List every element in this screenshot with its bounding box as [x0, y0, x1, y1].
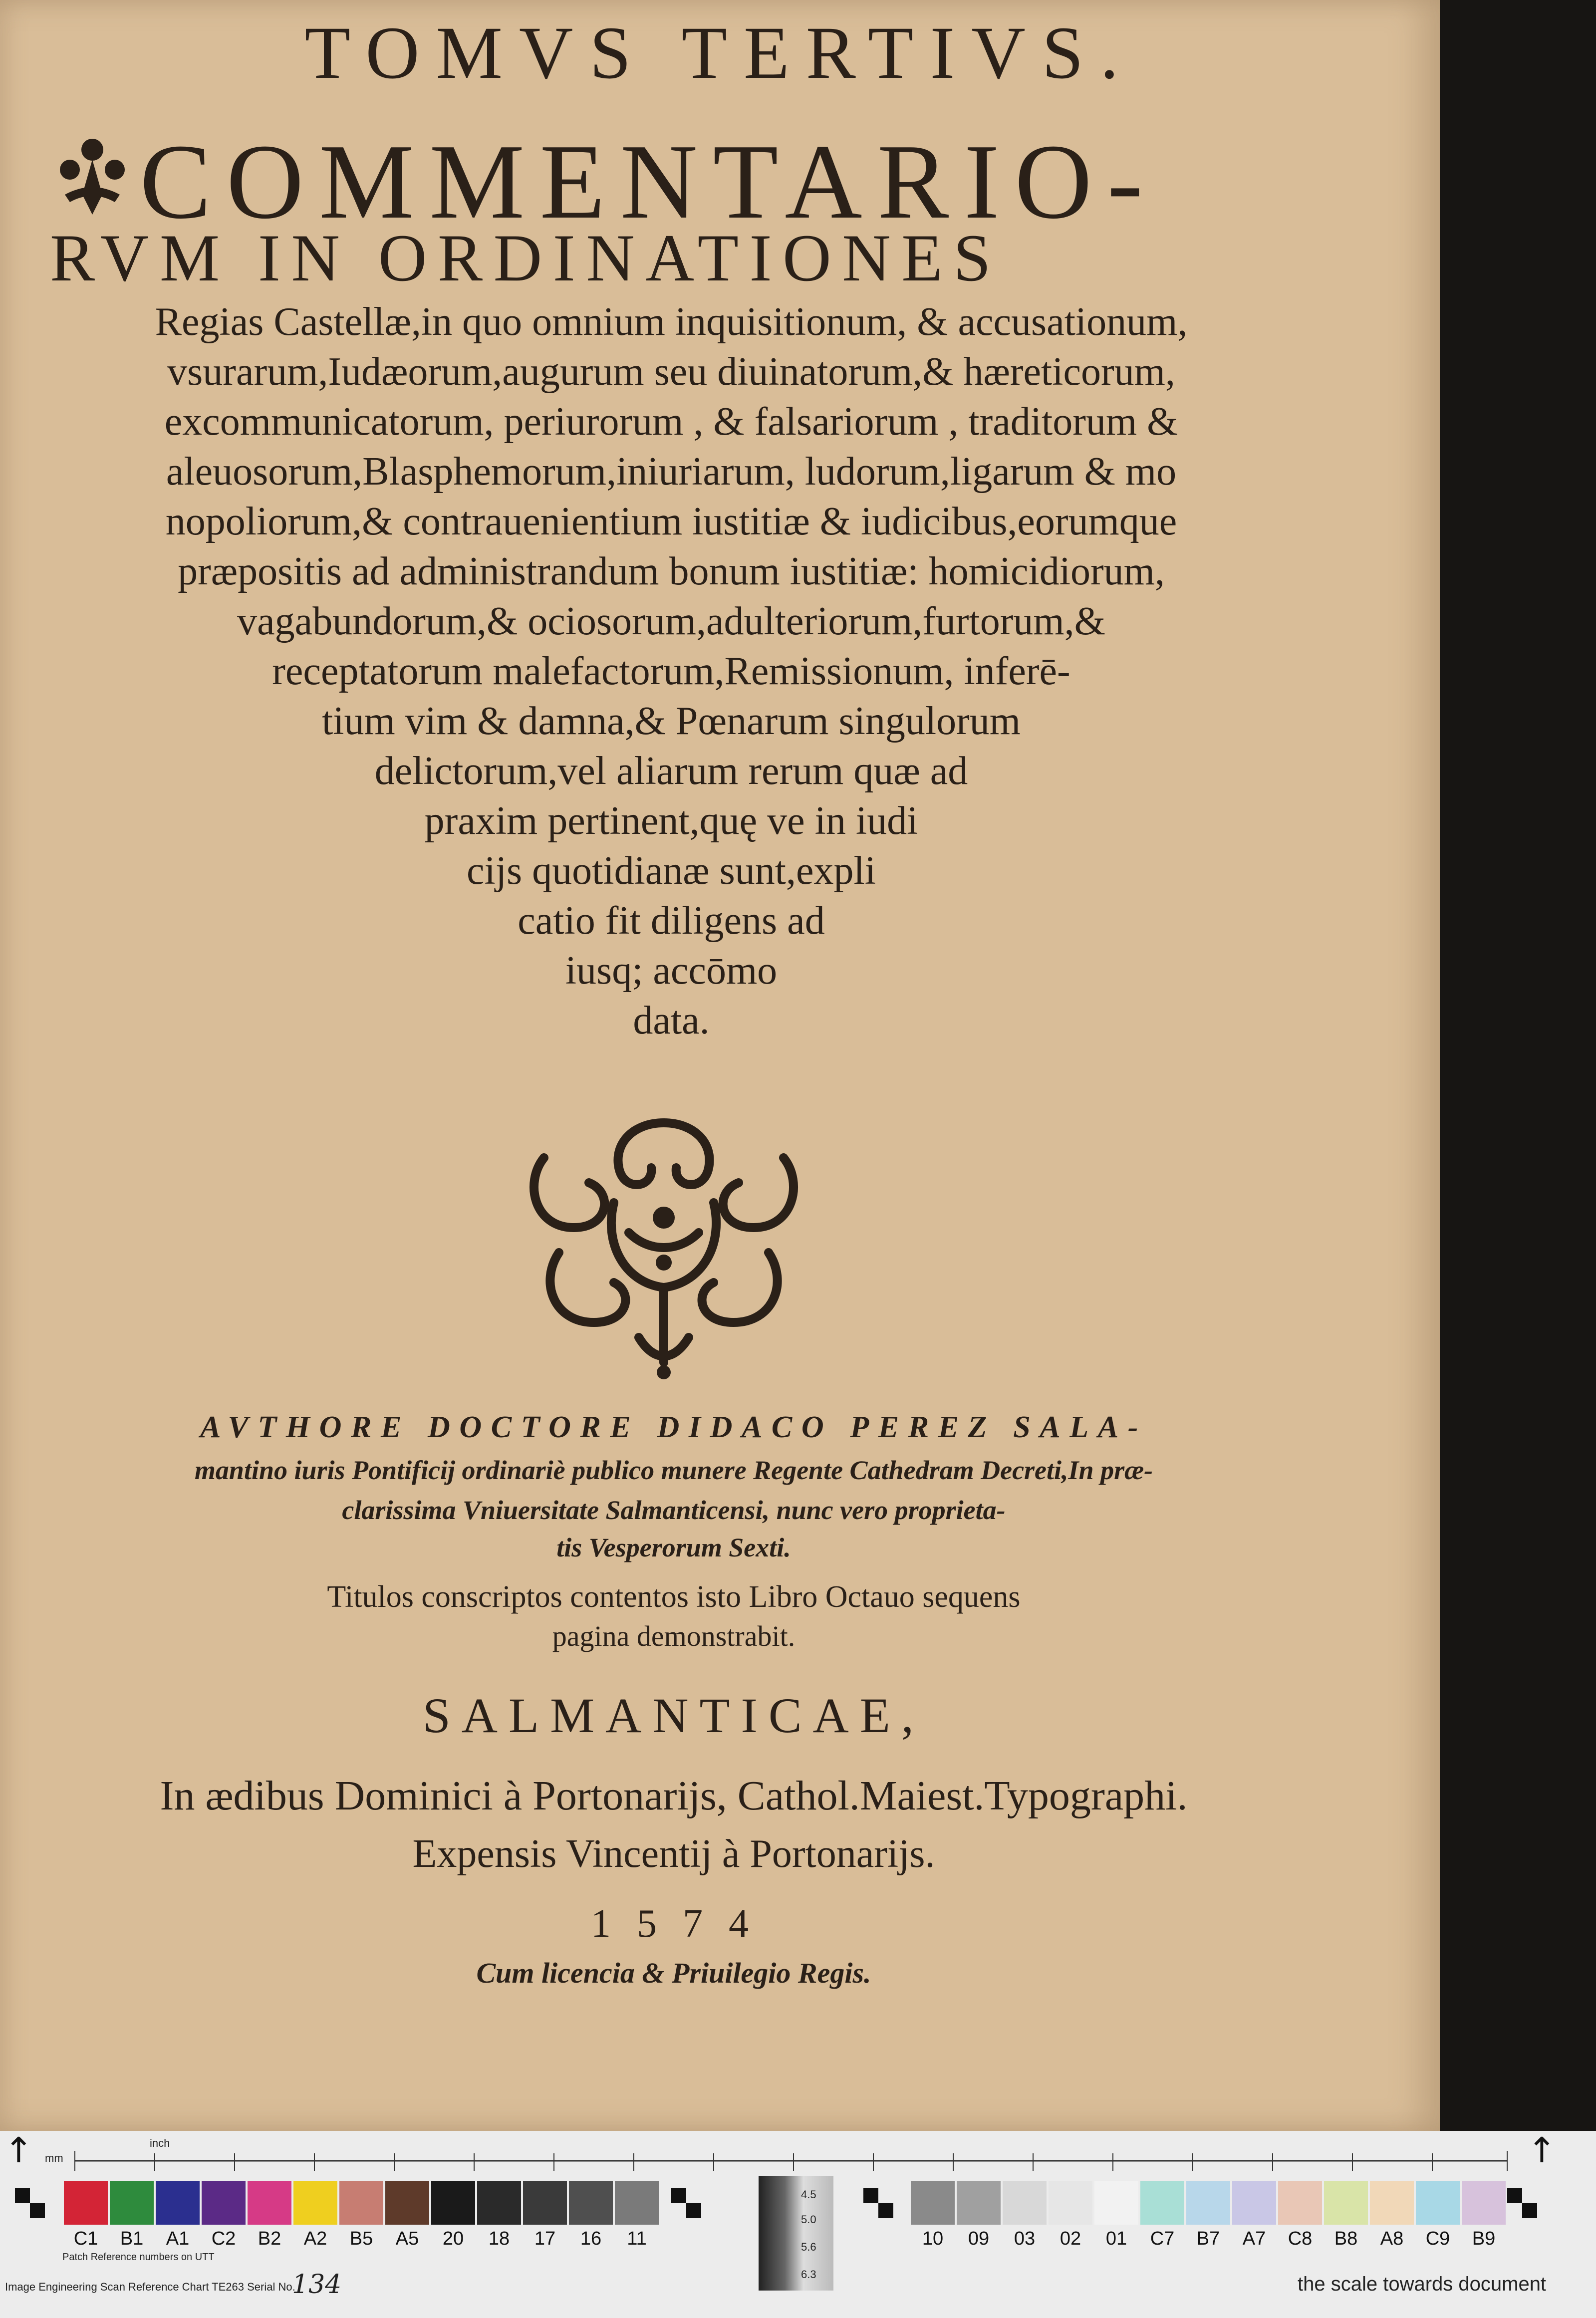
body-line: tium vim & damna,& Pœnarum singulorum — [322, 699, 1021, 743]
body-line: Regias Castellæ,in quo omnium inquisitionum, & accusationum, — [155, 300, 1188, 344]
body-line: data. — [633, 999, 710, 1042]
author-line-4: tis Vesperorum Sexti. — [556, 1533, 791, 1562]
color-patch-label: C1 — [73, 2228, 98, 2249]
ruler-inch-label: inch — [150, 2137, 170, 2149]
body-line: præpositis ad administrandum bonum iustitiæ: homicidiorum, — [178, 549, 1165, 593]
color-patch-label: B7 — [1196, 2228, 1220, 2249]
titulos-line-1: Titulos conscriptos contentos isto Libro Octauo sequens — [327, 1580, 1021, 1614]
publication-year: 1 5 7 4 — [591, 1902, 757, 1946]
measurement-ruler — [10, 2146, 1517, 2172]
color-patch — [1003, 2181, 1047, 2225]
density-value: 5.0 — [801, 2213, 816, 2226]
page-edge-shadow — [1440, 0, 1596, 2131]
color-patch — [1462, 2181, 1506, 2225]
color-patch-label: C2 — [211, 2228, 236, 2249]
color-patch-label: B2 — [258, 2228, 281, 2249]
color-patch-label: 18 — [488, 2228, 510, 2249]
author-line-2: mantino iuris Pontificij ordinariè publico munere Regente Cathedram Decreti,In præ- — [194, 1455, 1153, 1485]
color-patch — [1094, 2181, 1138, 2225]
ruler-mm-label: mm — [45, 2152, 63, 2164]
author-line-1: AVTHORE DOCTORE DIDACO PEREZ SALA- — [200, 1410, 1147, 1444]
title-line-1: COMMENTARIO- — [140, 122, 1158, 241]
color-patch — [957, 2181, 1001, 2225]
body-line: nopoliorum,& contrauenientium iustitiæ & iudicibus,eorumque — [165, 500, 1177, 543]
color-patch — [477, 2181, 521, 2225]
color-patch — [1416, 2181, 1460, 2225]
color-patch — [1278, 2181, 1322, 2225]
color-patch-label: A8 — [1380, 2228, 1404, 2249]
body-line: vsurarum,Iudæorum,augurum seu diuinatorum,& hæreticorum, — [167, 350, 1175, 394]
up-arrow-icon: ↑ — [4, 2130, 33, 2171]
color-patch-label: 11 — [627, 2228, 647, 2249]
color-patch — [156, 2181, 200, 2225]
color-patch-label: B8 — [1334, 2228, 1358, 2249]
titulos-line-2: pagina demonstrabit. — [552, 1620, 796, 1652]
color-patch — [385, 2181, 429, 2225]
color-patch — [431, 2181, 475, 2225]
body-line: catio fit diligens ad — [518, 899, 825, 943]
color-patch — [293, 2181, 337, 2225]
color-patch-label: 09 — [968, 2228, 990, 2249]
color-patch — [1049, 2181, 1092, 2225]
color-patch-label: A7 — [1242, 2228, 1266, 2249]
printers-ornament-icon — [514, 1103, 813, 1382]
patch-reference-note: Patch Reference numbers on UTT — [62, 2252, 215, 2263]
color-patch-label: A2 — [303, 2228, 327, 2249]
color-patch — [523, 2181, 567, 2225]
color-patch — [64, 2181, 108, 2225]
scale-note: the scale towards document — [1298, 2273, 1547, 2295]
color-patch-label: 17 — [534, 2228, 556, 2249]
registration-mark-icon — [15, 2188, 45, 2218]
color-patch-label: B1 — [120, 2228, 144, 2249]
color-patch-label: 16 — [580, 2228, 602, 2249]
body-line: vagabundorum,& ociosorum,adulteriorum,furtorum,& — [237, 599, 1105, 643]
color-patch-label: B5 — [349, 2228, 373, 2249]
body-line: iusq; accōmo — [565, 949, 778, 993]
color-patch-label: C7 — [1150, 2228, 1175, 2249]
printer-line-1: In ædibus Dominici à Portonarijs, Cathol.Maiest.Typographi. — [160, 1773, 1188, 1819]
color-patch-label: A1 — [166, 2228, 190, 2249]
license-line: Cum licencia & Priuilegio Regis. — [476, 1957, 871, 1989]
color-patch-label: 02 — [1060, 2228, 1081, 2249]
imprint-city: SALMANTICAE, — [423, 1688, 925, 1743]
color-patch — [911, 2181, 955, 2225]
body-line: praxim pertinent,quę ve in iudi — [424, 799, 918, 843]
author-line-3: clarissima Vniuersitate Salmanticensi, nunc vero proprieta- — [342, 1495, 1006, 1525]
color-patch — [1140, 2181, 1184, 2225]
density-strip — [759, 2176, 833, 2291]
registration-mark-icon — [671, 2188, 701, 2218]
color-patch — [110, 2181, 154, 2225]
color-patch-label: A5 — [395, 2228, 419, 2249]
color-patch-label: 20 — [442, 2228, 464, 2249]
color-patch-label: C9 — [1425, 2228, 1450, 2249]
serial-number-handwritten: 134 — [292, 2270, 342, 2300]
color-patch — [569, 2181, 613, 2225]
color-patch — [248, 2181, 291, 2225]
color-patch — [1370, 2181, 1414, 2225]
color-patch-label: 10 — [922, 2228, 944, 2249]
tomus-heading: TOMVS TERTIVS. — [304, 11, 1135, 94]
color-patch — [1232, 2181, 1276, 2225]
color-patch-label: 03 — [1014, 2228, 1036, 2249]
chart-footer-text: Image Engineering Scan Reference Chart TE263 Serial No. — [5, 2281, 295, 2293]
fleuron-icon — [50, 135, 135, 220]
up-arrow-icon: ↑ — [1527, 2130, 1557, 2171]
color-patch — [1324, 2181, 1368, 2225]
density-value: 6.3 — [801, 2268, 816, 2281]
printer-line-2: Expensis Vincentij à Portonarijs. — [412, 1832, 935, 1876]
registration-mark-icon — [863, 2188, 893, 2218]
title-line-2: RVM IN ORDINATIONES — [50, 221, 1002, 295]
color-patch — [1186, 2181, 1230, 2225]
color-patch — [339, 2181, 383, 2225]
registration-mark-icon — [1507, 2188, 1537, 2218]
body-line: delictorum,vel aliarum rerum quæ ad — [374, 749, 968, 793]
color-patch-label: 01 — [1105, 2228, 1127, 2249]
body-line: receptatorum malefactorum,Remissionum, inferē- — [272, 649, 1070, 693]
color-patch — [615, 2181, 659, 2225]
density-value: 5.6 — [801, 2241, 816, 2253]
color-patch-label: B9 — [1472, 2228, 1496, 2249]
body-line: excommunicatorum, periurorum , & falsariorum , traditorum & — [164, 400, 1178, 444]
body-line: cijs quotidianæ sunt,expli — [467, 849, 876, 893]
color-patch-label: C8 — [1288, 2228, 1313, 2249]
body-line: aleuosorum,Blasphemorum,iniuriarum, ludorum,ligarum & mo — [166, 450, 1177, 494]
color-patch — [202, 2181, 246, 2225]
density-value: 4.5 — [801, 2188, 816, 2201]
